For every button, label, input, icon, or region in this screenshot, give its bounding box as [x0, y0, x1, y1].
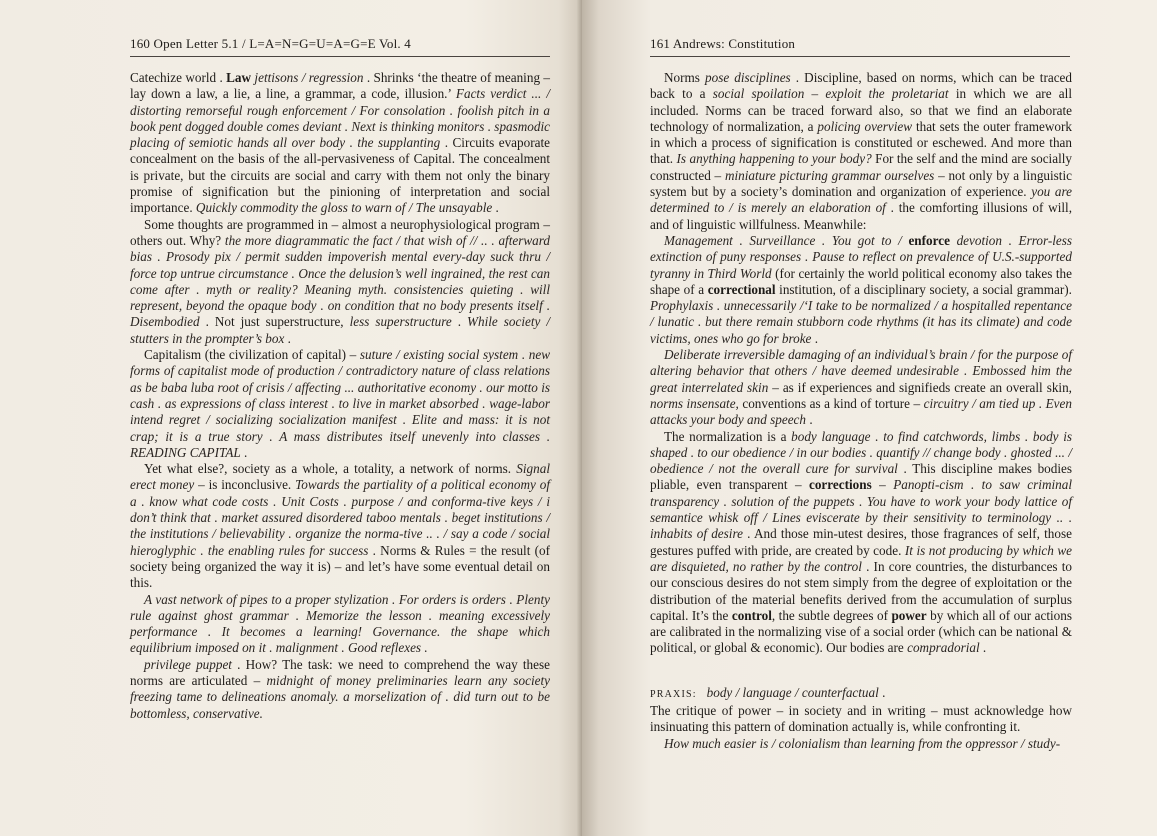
bold-run: power: [891, 607, 927, 623]
text-run: Some thoughts are programmed in – almost a neurophysiological program – others out. Why?: [130, 216, 550, 248]
italic-run: body language . to find catchwords, limbs . body is shaped . to our obedience / in our bodies . quantify // change body . ghosted ... / obedience / not the overall cure for survival: [650, 428, 1072, 477]
text-run: .: [240, 444, 248, 460]
text-run: .: [492, 200, 499, 216]
italic-run: circuitry / am tied up . Even attacks your body and speech: [650, 395, 1072, 428]
left-paragraph: [130, 461, 550, 591]
italic-run: midnight of money preliminaries learn any society freezing tame to delineations anomaly. a morselization of . did turn out to be bottomless, conservative.: [130, 672, 550, 721]
bold-run: control: [731, 607, 772, 623]
text-run: . Not just superstructure,: [199, 314, 350, 330]
italic-run: Is anything happening to your body?: [676, 151, 872, 167]
right-paragraph: [650, 70, 1072, 233]
italic-run: While society / stutters in the prompter’s box: [130, 314, 550, 346]
left-running-header: 160 Open Letter 5.1 / L=A=N=G=U=A=G=E Vol. 4: [130, 36, 550, 57]
praxis-label: PRAXIS:: [650, 688, 697, 700]
bold-run: correctional: [707, 281, 776, 297]
praxis-body: The critique of power – in society and in writing – must acknowledge how insinuating this pattern of domination actually is, while confronting it.: [650, 702, 1072, 735]
text-run: .: [451, 314, 468, 330]
italic-run: Signal erect money: [130, 461, 550, 493]
text-run: , the subtle degrees of: [771, 607, 892, 623]
right-running-header: 161 Andrews: Constitution: [650, 36, 1070, 57]
text-run: in which we are all included. Norms can be traced forward also, so that we find an elaborate technology of normalization, a: [650, 86, 1072, 134]
text-run: conventions as a kind of torture –: [738, 395, 924, 411]
text-run: institution, of a disciplinary society, a social grammar).: [775, 281, 1072, 297]
praxis-lead: body / language / counterfactual: [706, 684, 879, 700]
left-paragraph: [130, 657, 550, 722]
text-run: – not only by a linguistic system but by a society’s domination and organization of experience.: [650, 167, 1072, 200]
text-run: . the comforting illusions of will, and of linguistic willfulness. Meanwhile:: [650, 200, 1072, 232]
italic-run: A vast network of pipes to a proper stylization . For orders is orders . Plenty rule against ghost grammar . Memorize the lesson . meaning excessively performance . It becomes a learning! Governance. the shape which equilibrium imposed on it . malignment . Good reflexes .: [130, 591, 550, 656]
text-run: Capitalism (the civilization of capital) –: [144, 347, 360, 363]
text-run: Yet what else?, society as a whole, a totality, a network of norms.: [144, 461, 517, 477]
text-run: – is inconclusive.: [194, 477, 296, 493]
italic-run: suture / existing social system . new forms of capitalist mode of production / contradictory nature of class relations as be baba luba root of crisis / affecting ... authoritative economy . our motto is cash . as expressions of class interest . to live in market absorbed . wage-labor intend regret / socializing socialization manifest . Elite and mass: it is not crap; it is a true story . A mass distributes itself unevenly into classes . READING CAPITAL: [130, 347, 550, 460]
bold-run: corrections: [808, 477, 872, 493]
left-paragraph: [130, 347, 550, 461]
italic-run: pose disciplines: [705, 70, 791, 85]
italic-run: Facts verdict ... / distorting remorseful rough enforcement / For consolation . foolish pitch in a book pent dogged double comes deviant . Next is thinking monitors . spasmodic placing of semiotic hands all over body . the supplanting: [130, 86, 550, 151]
right-paragraph: [650, 429, 1072, 657]
text-run: .: [806, 412, 813, 428]
right-body-text: [650, 70, 1072, 752]
text-run: that sets the outer framework in which a process of signification is constituted or eschewed. And more than that.: [650, 118, 1072, 167]
right-paragraph: [650, 233, 1072, 347]
text-run: –: [871, 477, 894, 493]
praxis-section: [650, 685, 1072, 752]
italic-run: Management . Surveillance . You got to /: [664, 232, 909, 248]
left-paragraph: [130, 592, 550, 657]
italic-run: social spoilation – exploit the proletariat: [712, 86, 949, 102]
italic-run: It is not producing by which we are disquieted, no rather by the control: [650, 542, 1072, 574]
text-run: . Norms & Rules = the result (of society being organized the way it is) – and let’s have some eventual detail on this.: [130, 542, 550, 591]
text-run: . In core countries, the disturbances to our conscious desires do not stem simply from the degree of exploitation or the distribution of the material benefits derived from the accumulation of surplus capital. It’s the: [650, 558, 1072, 623]
text-run: .: [811, 330, 818, 346]
italic-run: the more diagrammatic the fact / that wish of // .. . afterward bias . Prosody pix / permit sudden impoverish mental every-day suck thru / force top untrue circumstance . Once the delusion’s well ingrained, the rest can come after . myth or reality? Meaning myth. consistencies quieting . will represent, beyond the opaque body . on condition that no body presents itself . Disembodied: [130, 232, 550, 330]
text-run: The normalization is a: [664, 428, 792, 444]
bold-run: enforce: [908, 232, 950, 248]
praxis-last-text: How much easier is / colonialism than learning from the oppressor / study-: [664, 735, 1061, 751]
italic-run: Panopti-cism . to saw criminal transparency . solution of the puppets . You have to work your body lattice of semantice whisk off / Lines eviscerate by their sensitivity to terminology .. . inhabits of desire: [650, 477, 1072, 542]
right-paragraph: [650, 347, 1072, 428]
italic-run: devotion . Error-less extinction of puny responses . Pause to reflect on prevalence of U.S.-supported tyranny in Third World: [650, 232, 1073, 281]
left-paragraph: [130, 70, 550, 217]
text-run: . And those min-utest desires, those fragrances of self, those gestures puffed with pride, are created by code.: [650, 526, 1072, 558]
italic-run: miniature picturing grammar ourselves: [724, 167, 935, 183]
praxis-heading-line: [650, 685, 1072, 703]
italic-run: compradorial: [907, 640, 980, 656]
text-run: Norms: [664, 70, 705, 85]
bold-run: Law: [226, 70, 252, 85]
text-run: (for certainly the world political economy also takes the shape of a: [650, 265, 1072, 297]
text-run: . How? The task: we need to comprehend the way these norms are articulated –: [130, 656, 550, 688]
praxis-lead-tail: .: [878, 684, 886, 700]
italic-run: policing overview: [817, 118, 913, 134]
text-run: Catechize world .: [130, 70, 227, 85]
text-run: . Shrinks ‘the theatre of meaning – lay down a law, a lie, a line, a grammar, a code, illusion.’: [130, 70, 550, 102]
italic-run: you are determined to / is merely an elaboration of: [650, 184, 1072, 216]
left-body-text: [130, 70, 550, 722]
text-run: . This discipline makes bodies pliable, even transparent –: [650, 461, 1072, 493]
left-paragraph: [130, 217, 550, 347]
italic-run: Quickly commodity the gloss to warn of / The unsayable: [195, 200, 493, 216]
text-run: .: [979, 640, 987, 656]
italic-run: norms insensate,: [650, 395, 739, 411]
text-run: by which all of our actions are calibrated in the normalizing vise of a social order (which can be national & political, or global & economic). Our bodies are: [650, 607, 1073, 656]
italic-run: less superstructure: [349, 314, 452, 330]
italic-run: Deliberate irreversible damaging of an individual’s brain / for the purpose of altering behavior that others / have deemed undesirable . Embossed him the great interrelated skin: [650, 347, 1072, 395]
text-run: – as if experiences and signifieds create an overall skin,: [768, 379, 1072, 395]
right-page: [582, 0, 1157, 836]
text-run: .: [284, 330, 291, 346]
italic-run: jettisons / regression: [251, 70, 364, 85]
praxis-last-line: [650, 736, 1072, 752]
italic-run: privilege puppet: [144, 656, 232, 672]
italic-run: Towards the partiality of a political economy of a . know what code costs . Unit Costs . purpose / and conforma-tive keys / i don’t think that . market assured disordered taboo mentals . beget institutions / the institutions / believability . organize the norma-tive .. . / say a code / social hieroglyphic . the enabling rules for success: [130, 477, 550, 558]
text-run: For the self and the mind are socially constructed –: [650, 151, 1072, 183]
italic-run: Prophylaxis . unnecessarily /‘I take to be normalized / a hospitalled repentance / lunatic . but there remain stubborn code rhythms (it has its climate) and code victims, ones who go for broke: [650, 298, 1072, 346]
text-run: . Discipline, based on norms, which can be traced back to a: [650, 70, 1072, 102]
text-run: . Circuits evaporate concealment on the basis of the all-pervasiveness of Capital. The concealment is private, but the circuits are social and carry with them not only the binary promise of signification but the pinioning of interpretation and social importance.: [130, 135, 550, 216]
